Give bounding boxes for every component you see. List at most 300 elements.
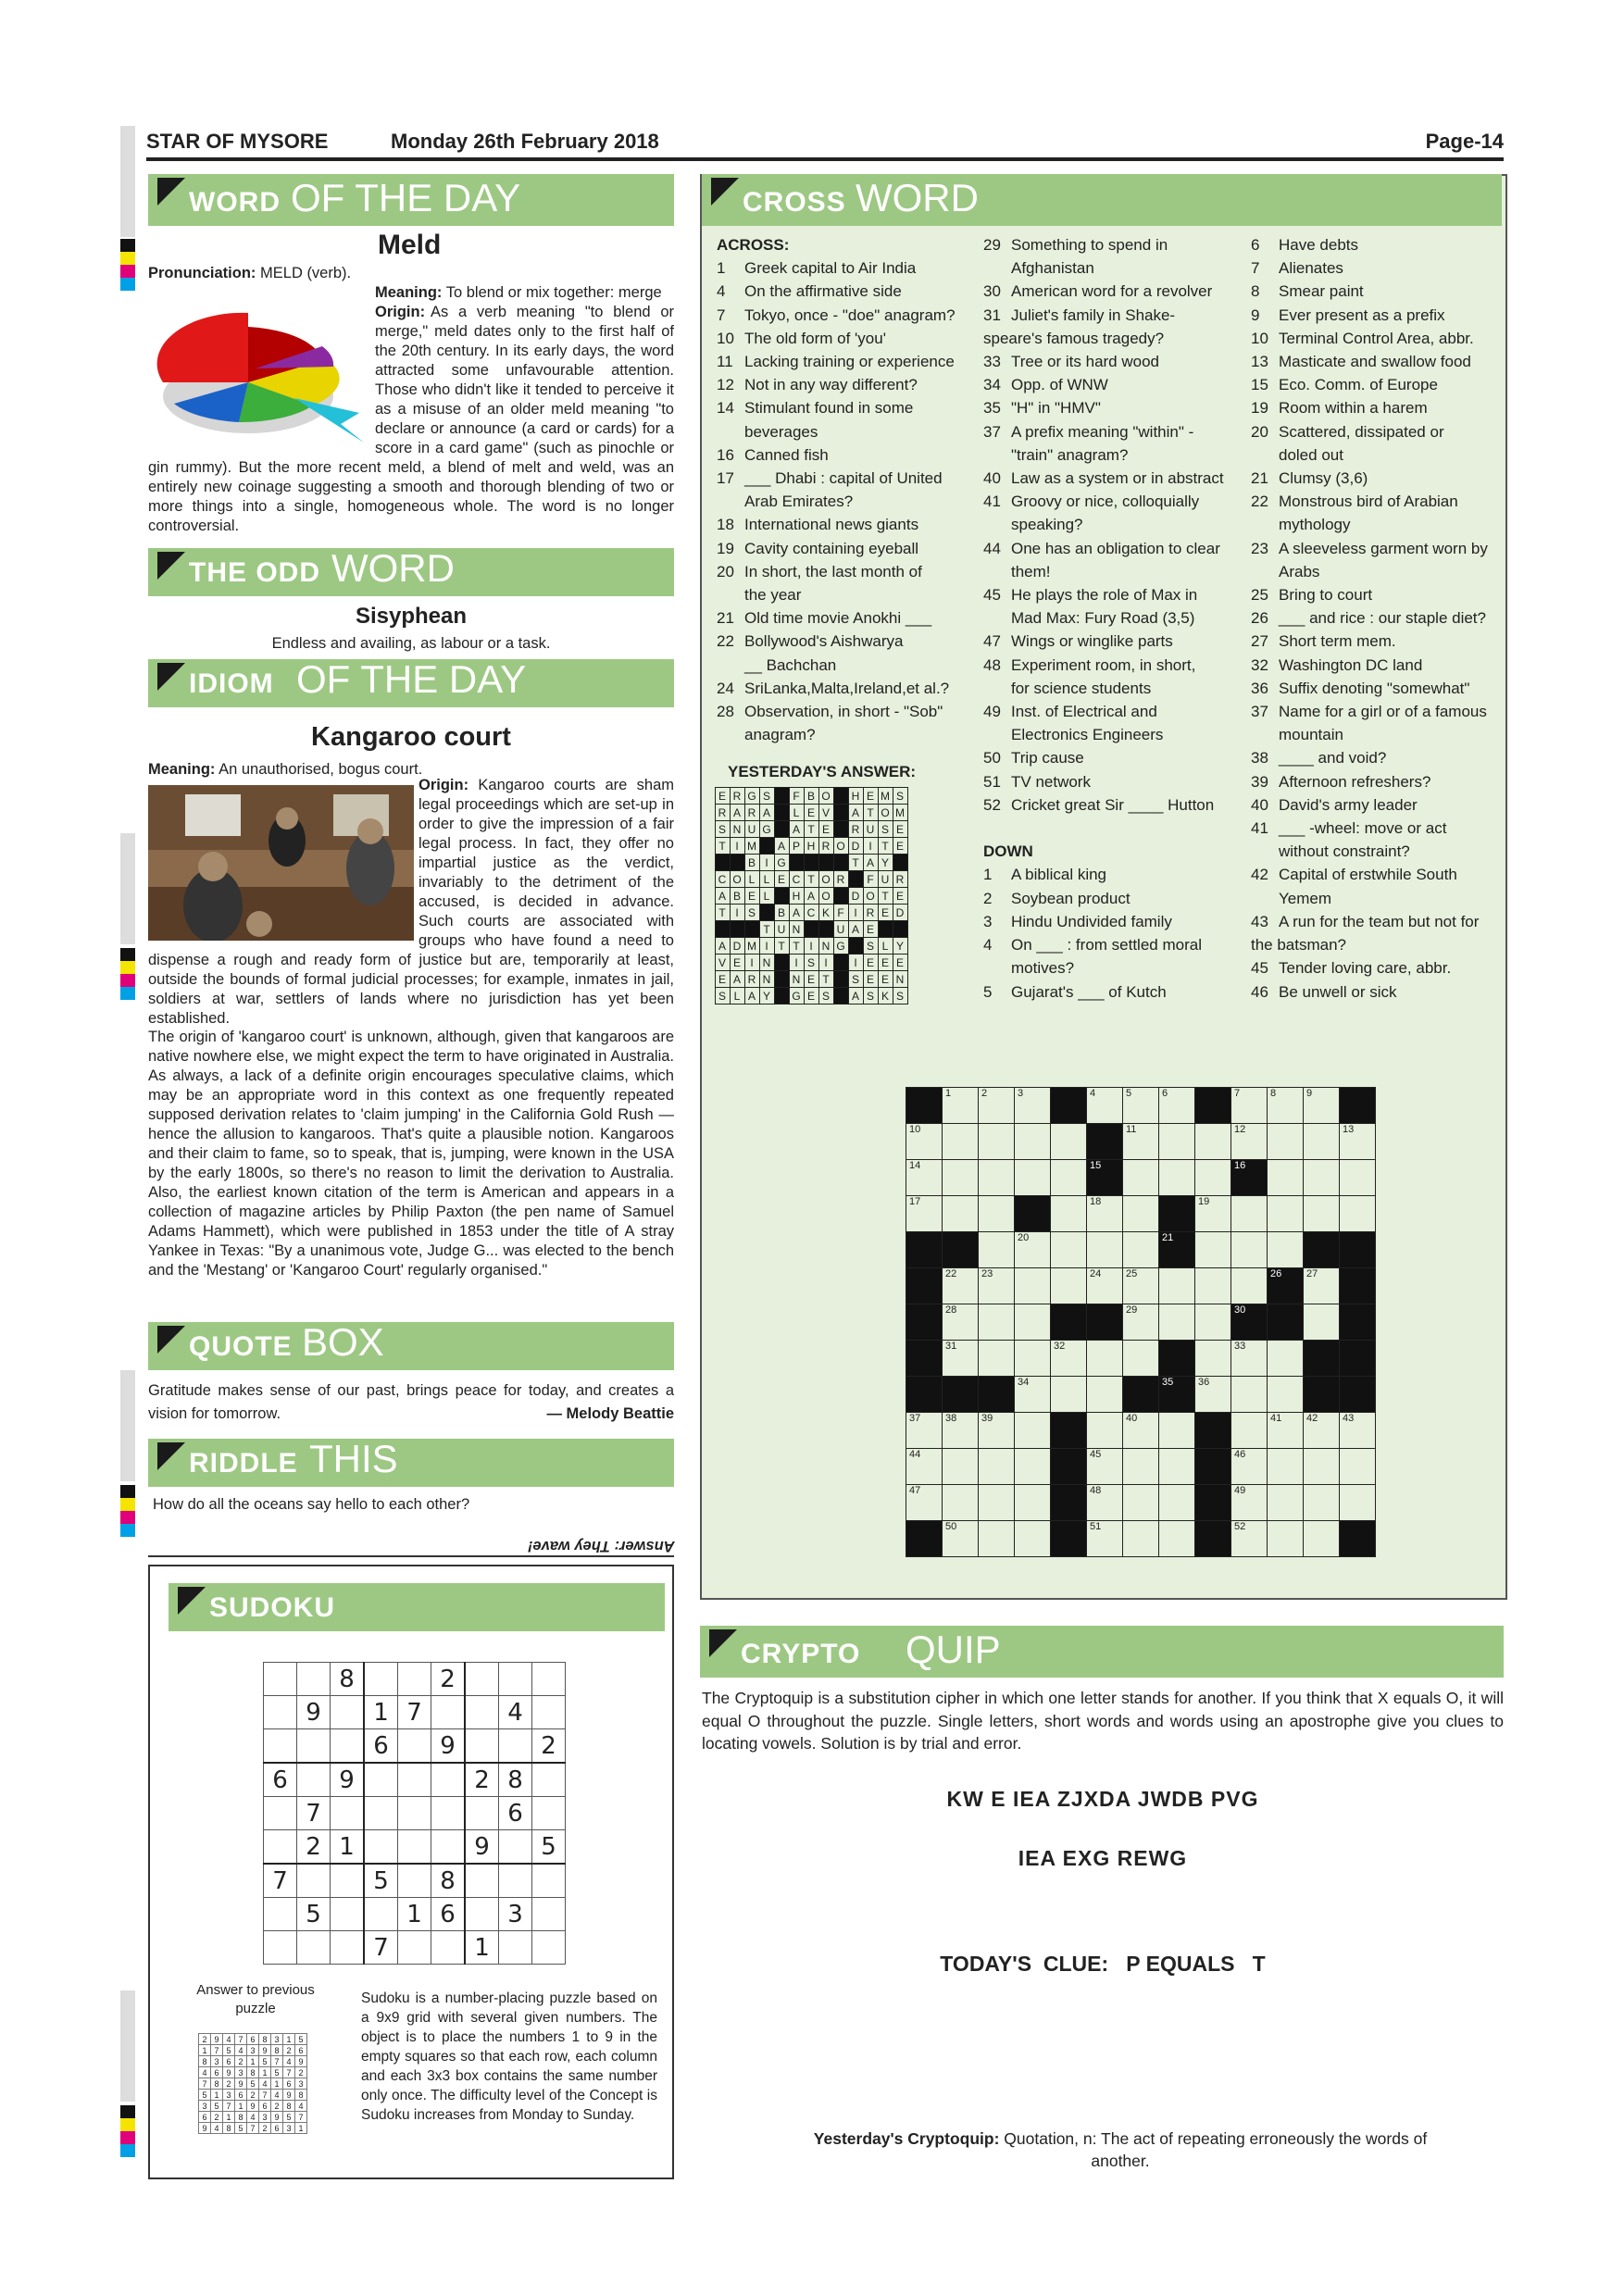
prev-sudoku-cell: 6 (283, 2078, 295, 2090)
registration-marks-2 (120, 948, 135, 1000)
quote-banner: QUOTE BOX (148, 1322, 674, 1370)
sudoku-cell[interactable]: 7 (297, 1797, 331, 1830)
crossword-cell[interactable]: 3 (1015, 1088, 1051, 1124)
clue-item: 4 On ___ : from settled moral (983, 936, 1202, 955)
crossword-cell[interactable] (1268, 1341, 1304, 1377)
sudoku-cell[interactable]: 8 (431, 1864, 466, 1898)
sudoku-cell[interactable] (364, 1763, 398, 1797)
crossword-cell[interactable] (1268, 1232, 1304, 1268)
sudoku-cell[interactable] (264, 1898, 297, 1931)
crossword-cell[interactable] (1268, 1449, 1304, 1485)
yesterday-cell (775, 805, 790, 821)
sudoku-cell[interactable]: 2 (532, 1729, 566, 1764)
sudoku-cell[interactable] (398, 1763, 431, 1797)
sudoku-cell[interactable] (331, 1729, 365, 1764)
prev-sudoku-cell: 5 (271, 2067, 283, 2078)
yesterday-cell: Y (879, 855, 893, 871)
crossword-cell[interactable] (1340, 1449, 1376, 1485)
clue-item: 3 Hindu Undivided family (983, 912, 1172, 930)
sudoku-cell[interactable] (499, 1663, 532, 1696)
yesterday-cell: B (805, 788, 819, 805)
crossword-cell[interactable]: 13 (1340, 1124, 1376, 1160)
crossword-cell[interactable] (943, 1160, 979, 1196)
clue-item: 20 Scattered, dissipated or (1251, 422, 1444, 441)
sudoku-cell[interactable] (264, 1797, 297, 1830)
yesterday-cell: O (731, 871, 745, 888)
across-down-clues (983, 233, 1224, 1004)
sudoku-cell[interactable] (465, 1696, 499, 1729)
crossword-cell[interactable]: 5 (1123, 1088, 1159, 1124)
crossword-cell[interactable]: 24 (1087, 1268, 1123, 1304)
crossword-cell[interactable] (1087, 1341, 1123, 1377)
crossword-cell[interactable]: 25 (1123, 1268, 1159, 1304)
crossword-cell[interactable] (943, 1196, 979, 1232)
sudoku-cell[interactable]: 9 (431, 1729, 466, 1764)
crossword-cell[interactable] (979, 1124, 1015, 1160)
crossword-cell[interactable] (1340, 1196, 1376, 1232)
crossword-cell[interactable] (1231, 1268, 1268, 1304)
crossword-cell[interactable]: 20 (1015, 1232, 1051, 1268)
crossword-cell[interactable]: 12 (1231, 1124, 1268, 1160)
sudoku-cell[interactable] (331, 1696, 365, 1729)
prev-sudoku-cell: 7 (247, 2123, 259, 2134)
yesterday-cell: O (864, 888, 879, 905)
clue-item: 37 Name for a girl or of a famous (1251, 703, 1487, 721)
sudoku-cell[interactable] (264, 1830, 297, 1865)
prev-sudoku-cell: 9 (259, 2045, 271, 2056)
crossword-cell[interactable] (1159, 1124, 1195, 1160)
crossword-cell[interactable] (1159, 1449, 1195, 1485)
crossword-cell[interactable]: 43 (1340, 1413, 1376, 1449)
yesterday-cell: R (745, 805, 760, 821)
crossword-cell[interactable]: 17 (906, 1196, 943, 1232)
yesterday-cell: A (775, 838, 790, 855)
clue-item: Arab Emirates? (744, 493, 854, 511)
sudoku-cell[interactable]: 1 (364, 1696, 398, 1729)
sudoku-cell[interactable] (398, 1797, 431, 1830)
sudoku-cell[interactable]: 9 (297, 1696, 331, 1729)
sudoku-cell[interactable]: 7 (364, 1931, 398, 1965)
prev-sudoku-cell: 8 (295, 2090, 307, 2101)
sudoku-cell[interactable] (264, 1696, 297, 1729)
crossword-block (1304, 1341, 1340, 1377)
clue-item: speare's famous tragedy? (983, 329, 1165, 347)
prev-sudoku-cell: 2 (247, 2090, 259, 2101)
crossword-cell[interactable] (1159, 1485, 1195, 1521)
crossword-cell[interactable] (979, 1521, 1015, 1557)
crossword-grid[interactable] (906, 1087, 1376, 1557)
yesterday-cell: I (805, 938, 819, 955)
crossword-cell[interactable] (1268, 1124, 1304, 1160)
sudoku-cell[interactable] (465, 1797, 499, 1830)
sudoku-cell[interactable]: 2 (297, 1830, 331, 1865)
crossword-cell[interactable]: 37 (906, 1413, 943, 1449)
yesterday-cell: N (893, 971, 908, 988)
yesterday-cell: S (805, 955, 819, 971)
clue-item: 16 Canned fish (717, 445, 829, 464)
sudoku-cell[interactable] (364, 1797, 398, 1830)
sudoku-cell[interactable]: 2 (431, 1663, 466, 1696)
clue-item: 38 ____ and void? (1251, 749, 1387, 767)
sudoku-cell[interactable]: 4 (499, 1696, 532, 1729)
crossword-cell[interactable]: 23 (979, 1268, 1015, 1304)
crossword-cell[interactable]: 14 (906, 1160, 943, 1196)
clue-item: anagram? (744, 726, 816, 744)
sudoku-cell[interactable] (398, 1931, 431, 1965)
crossword-cell[interactable] (1015, 1304, 1051, 1341)
crossword-cell[interactable]: 36 (1195, 1377, 1231, 1413)
crossword-cell[interactable] (1123, 1232, 1159, 1268)
crossword-cell[interactable]: 19 (1195, 1196, 1231, 1232)
sudoku-cell[interactable] (398, 1864, 431, 1898)
crossword-cell[interactable] (979, 1341, 1015, 1377)
sudoku-cell[interactable] (297, 1663, 331, 1696)
sudoku-cell[interactable] (398, 1663, 431, 1696)
yesterday-cell: I (849, 905, 864, 921)
sudoku-cell[interactable]: 2 (465, 1763, 499, 1797)
sudoku-cell[interactable] (499, 1830, 532, 1865)
crossword-cell[interactable] (1051, 1377, 1087, 1413)
sudoku-cell[interactable]: 5 (532, 1830, 566, 1865)
crossword-cell[interactable] (1268, 1377, 1304, 1413)
crossword-cell[interactable] (1231, 1232, 1268, 1268)
crossword-cell[interactable] (1304, 1485, 1340, 1521)
sudoku-cell[interactable] (431, 1830, 466, 1865)
crossword-cell[interactable] (1304, 1521, 1340, 1557)
crossword-cell[interactable] (1051, 1196, 1087, 1232)
clue-item: 19 Cavity containing eyeball (717, 539, 919, 557)
crossword-cell[interactable]: 4 (1087, 1088, 1123, 1124)
sudoku-cell[interactable]: 6 (264, 1763, 297, 1797)
yesterday-cell (775, 888, 790, 905)
crossword-cell[interactable]: 7 (1231, 1088, 1268, 1124)
yesterday-cell: M (745, 838, 760, 855)
sudoku-cell[interactable]: 7 (264, 1864, 297, 1898)
crossword-cell[interactable] (1159, 1413, 1195, 1449)
prev-sudoku-cell: 4 (295, 2101, 307, 2112)
crossword-cell[interactable]: 44 (906, 1449, 943, 1485)
crossword-cell[interactable] (1015, 1341, 1051, 1377)
yesterday-cell: H (805, 838, 819, 855)
crossword-cell[interactable] (1159, 1160, 1195, 1196)
prev-sudoku-cell: 9 (247, 2101, 259, 2112)
crossword-cell[interactable] (979, 1485, 1015, 1521)
crossword-cell[interactable]: 41 (1268, 1413, 1304, 1449)
crossword-cell[interactable]: 6 (1159, 1088, 1195, 1124)
crossword-cell[interactable] (1051, 1232, 1087, 1268)
yesterday-cell: C (805, 905, 819, 921)
prev-sudoku-cell: 4 (271, 2090, 283, 2101)
crossword-cell[interactable] (979, 1196, 1015, 1232)
crossword-cell[interactable] (1340, 1160, 1376, 1196)
crossword-cell[interactable] (1051, 1268, 1087, 1304)
clue-item: 31 Juliet's family in Shake- (983, 306, 1176, 324)
sudoku-grid[interactable] (263, 1662, 566, 1965)
crossword-cell[interactable] (1015, 1521, 1051, 1557)
prev-sudoku-cell: 4 (235, 2045, 247, 2056)
crossword-cell[interactable] (1268, 1196, 1304, 1232)
crossword-cell[interactable] (979, 1304, 1015, 1341)
sudoku-cell[interactable] (398, 1830, 431, 1865)
crossword-cell[interactable]: 2 (979, 1088, 1015, 1124)
crossword-cell[interactable] (1123, 1341, 1159, 1377)
yesterday-cell: T (790, 938, 805, 955)
odd-word-definition: Endless and availing, as labour or a task. (271, 635, 551, 652)
crossword-cell[interactable] (979, 1160, 1015, 1196)
clue-item (983, 817, 1224, 840)
crossword-cell[interactable] (1123, 1449, 1159, 1485)
sudoku-cell[interactable]: 5 (364, 1864, 398, 1898)
clue-item: 44 One has an obligation to clear (983, 539, 1220, 557)
prev-sudoku-cell: 2 (223, 2078, 235, 2090)
prev-sudoku-cell: 4 (199, 2067, 211, 2078)
crossword-cell[interactable] (1051, 1124, 1087, 1160)
clue-item: Afghanistan (1011, 259, 1094, 278)
prev-sudoku-cell: 5 (283, 2112, 295, 2123)
prev-sudoku-cell: 8 (211, 2078, 223, 2090)
sudoku-cell[interactable] (532, 1898, 566, 1931)
yesterday-cell: A (716, 938, 731, 955)
sudoku-cell[interactable] (499, 1729, 532, 1764)
sudoku-cell[interactable] (264, 1931, 297, 1965)
crossword-cell[interactable] (1087, 1377, 1123, 1413)
sudoku-cell[interactable] (431, 1931, 466, 1965)
yesterday-cell: A (864, 855, 879, 871)
crossword-cell[interactable] (1015, 1485, 1051, 1521)
clue-item: 28 Observation, in short - "Sob" (717, 703, 943, 721)
prev-sudoku-cell: 1 (271, 2078, 283, 2090)
yesterday-cell: G (834, 938, 849, 955)
sudoku-cell[interactable]: 9 (331, 1763, 365, 1797)
yesterday-cell: F (834, 905, 849, 921)
sudoku-cell[interactable] (532, 1663, 566, 1696)
sudoku-cell[interactable] (499, 1931, 532, 1965)
clue-item: mythology (1279, 516, 1351, 534)
crossword-cell[interactable]: 39 (979, 1413, 1015, 1449)
crossword-block: 30 (1231, 1304, 1268, 1341)
crossword-cell[interactable] (1195, 1124, 1231, 1160)
yesterday-cell: N (790, 971, 805, 988)
sudoku-cell[interactable]: 1 (465, 1931, 499, 1965)
sudoku-cell[interactable]: 8 (499, 1763, 532, 1797)
crossword-cell[interactable] (1304, 1124, 1340, 1160)
crossword-cell[interactable] (1268, 1160, 1304, 1196)
crossword-cell[interactable]: 50 (943, 1521, 979, 1557)
sudoku-cell[interactable]: 7 (398, 1696, 431, 1729)
crossword-cell[interactable]: 31 (943, 1341, 979, 1377)
sudoku-cell[interactable] (532, 1931, 566, 1965)
crossword-cell[interactable]: 40 (1123, 1413, 1159, 1449)
crossword-cell[interactable]: 34 (1015, 1377, 1051, 1413)
sudoku-cell[interactable] (499, 1864, 532, 1898)
crossword-banner: CROSS WORD (702, 174, 1502, 226)
yesterday-cell (775, 955, 790, 971)
clue-item: 17 ___ Dhabi : capital of United (717, 469, 943, 488)
sudoku-cell[interactable]: 3 (499, 1898, 532, 1931)
crossword-cell[interactable]: 22 (943, 1268, 979, 1304)
sudoku-cell[interactable]: 5 (297, 1898, 331, 1931)
crossword-cell[interactable] (943, 1124, 979, 1160)
yesterday-answer-label: YESTERDAY'S ANSWER: (728, 763, 917, 780)
sudoku-cell[interactable] (331, 1931, 365, 1965)
crossword-cell[interactable] (1195, 1268, 1231, 1304)
sudoku-cell[interactable] (331, 1797, 365, 1830)
crossword-cell[interactable] (1015, 1124, 1051, 1160)
sudoku-cell[interactable] (532, 1797, 566, 1830)
clue-item: 8 Smear paint (1251, 282, 1364, 301)
crossword-cell[interactable] (1304, 1160, 1340, 1196)
prev-sudoku-cell: 3 (259, 2112, 271, 2123)
crossword-cell[interactable]: 42 (1304, 1413, 1340, 1449)
crossword-cell[interactable] (1051, 1160, 1087, 1196)
crossword-cell[interactable] (1340, 1485, 1376, 1521)
clue-item: 30 American word for a revolver (983, 282, 1213, 301)
sudoku-cell[interactable]: 9 (465, 1830, 499, 1865)
crossword-block (943, 1232, 979, 1268)
crossword-cell[interactable] (1268, 1521, 1304, 1557)
crossword-cell[interactable]: 48 (1087, 1485, 1123, 1521)
crossword-cell[interactable]: 29 (1123, 1304, 1159, 1341)
crossword-cell[interactable]: 46 (1231, 1449, 1268, 1485)
sudoku-cell[interactable] (331, 1898, 365, 1931)
crossword-block: 26 (1268, 1268, 1304, 1304)
sudoku-cell[interactable] (264, 1729, 297, 1764)
crossword-cell[interactable]: 38 (943, 1413, 979, 1449)
crossword-block (1051, 1413, 1087, 1449)
sudoku-cell[interactable] (431, 1797, 466, 1830)
crossword-block (1340, 1377, 1376, 1413)
crossword-cell[interactable] (1123, 1160, 1159, 1196)
sudoku-cell[interactable]: 1 (331, 1830, 365, 1865)
sudoku-cell[interactable] (465, 1663, 499, 1696)
crossword-block (1087, 1304, 1123, 1341)
crossword-cell[interactable] (1015, 1449, 1051, 1485)
crossword-cell[interactable]: 18 (1087, 1196, 1123, 1232)
crossword-cell[interactable] (1123, 1521, 1159, 1557)
crossword-cell[interactable] (1195, 1160, 1231, 1196)
crossword-cell[interactable] (1159, 1521, 1195, 1557)
sudoku-cell[interactable]: 8 (331, 1663, 365, 1696)
crossword-cell[interactable] (1159, 1268, 1195, 1304)
crossword-cell[interactable]: 47 (906, 1485, 943, 1521)
crossword-cell[interactable] (1231, 1377, 1268, 1413)
crossword-cell[interactable] (1123, 1485, 1159, 1521)
sudoku-cell[interactable] (532, 1763, 566, 1797)
crossword-cell[interactable]: 8 (1268, 1088, 1304, 1124)
crossword-cell[interactable]: 9 (1304, 1088, 1340, 1124)
crossword-cell[interactable]: 27 (1304, 1268, 1340, 1304)
crossword-cell[interactable] (979, 1449, 1015, 1485)
crossword-cell[interactable]: 51 (1087, 1521, 1123, 1557)
crossword-cell[interactable] (1123, 1196, 1159, 1232)
crossword-cell[interactable] (1231, 1196, 1268, 1232)
yesterday-cell: N (760, 971, 775, 988)
prev-sudoku-cell: 7 (223, 2101, 235, 2112)
sudoku-cell[interactable] (398, 1729, 431, 1764)
idiom-banner: IDIOM OF THE DAY (148, 659, 674, 707)
yesterday-cell: E (716, 971, 731, 988)
sudoku-cell[interactable] (297, 1931, 331, 1965)
crossword-block (979, 1377, 1015, 1413)
clue-item: 10 Terminal Control Area, abbr. (1251, 329, 1474, 347)
crossword-cell[interactable] (1195, 1232, 1231, 1268)
crossword-cell[interactable] (1195, 1304, 1231, 1341)
yesterday-cell (834, 821, 849, 838)
crossword-cell[interactable] (1015, 1268, 1051, 1304)
sudoku-cell[interactable] (532, 1696, 566, 1729)
crossword-cell[interactable]: 11 (1123, 1124, 1159, 1160)
crossword-cell[interactable] (1087, 1232, 1123, 1268)
yesterday-cell: U (775, 921, 790, 938)
yesterday-cell: T (879, 888, 893, 905)
sudoku-cell[interactable] (431, 1696, 466, 1729)
crossword-cell[interactable] (943, 1485, 979, 1521)
idiom-meaning: Meaning: An unauthorised, bogus court. (148, 761, 423, 778)
sudoku-cell[interactable] (297, 1729, 331, 1764)
crossword-cell[interactable] (1304, 1304, 1340, 1341)
crossword-cell[interactable] (1159, 1304, 1195, 1341)
crossword-cell[interactable] (1015, 1160, 1051, 1196)
prev-sudoku-cell: 6 (259, 2101, 271, 2112)
sudoku-cell[interactable]: 6 (364, 1729, 398, 1764)
meaning-block: Meaning: To blend or mix together: merge Origin: (375, 284, 662, 320)
sudoku-cell[interactable] (532, 1864, 566, 1898)
crossword-block (943, 1377, 979, 1413)
crossword-cell[interactable] (1304, 1196, 1340, 1232)
sudoku-cell[interactable] (465, 1898, 499, 1931)
crossword-cell[interactable]: 10 (906, 1124, 943, 1160)
crossword-cell[interactable]: 28 (943, 1304, 979, 1341)
sudoku-cell[interactable] (465, 1729, 499, 1764)
crossword-cell[interactable] (1231, 1413, 1268, 1449)
crossword-cell[interactable]: 33 (1231, 1341, 1268, 1377)
crossword-cell[interactable] (1304, 1449, 1340, 1485)
sudoku-cell[interactable] (297, 1864, 331, 1898)
crossword-cell[interactable]: 32 (1051, 1341, 1087, 1377)
crossword-cell[interactable]: 1 (943, 1088, 979, 1124)
yesterday-cell: S (716, 988, 731, 1004)
crossword-cell[interactable]: 45 (1087, 1449, 1123, 1485)
yesterday-cell: S (893, 988, 908, 1004)
sudoku-cell[interactable] (264, 1663, 297, 1696)
yesterday-answer-grid (715, 787, 908, 1004)
prev-sudoku-cell: 5 (223, 2045, 235, 2056)
sudoku-cell[interactable] (364, 1663, 398, 1696)
crossword-cell[interactable] (979, 1232, 1015, 1268)
sudoku-cell[interactable]: 6 (431, 1898, 466, 1931)
crossword-cell[interactable]: 49 (1231, 1485, 1268, 1521)
sudoku-cell[interactable] (465, 1864, 499, 1898)
sudoku-cell[interactable]: 1 (398, 1898, 431, 1931)
crossword-cell[interactable] (1268, 1485, 1304, 1521)
prev-sudoku-cell: 8 (271, 2045, 283, 2056)
sudoku-cell[interactable] (364, 1898, 398, 1931)
crossword-cell[interactable] (1195, 1341, 1231, 1377)
yesterday-cell (893, 921, 908, 938)
sudoku-cell[interactable] (364, 1830, 398, 1865)
clue-item: Mad Max: Fury Road (3,5) (1011, 609, 1195, 628)
crossword-cell[interactable] (1087, 1413, 1123, 1449)
sudoku-cell[interactable] (297, 1763, 331, 1797)
sudoku-cell[interactable]: 6 (499, 1797, 532, 1830)
sudoku-cell[interactable] (431, 1763, 466, 1797)
crossword-cell[interactable]: 52 (1231, 1521, 1268, 1557)
crossword-cell[interactable] (1015, 1413, 1051, 1449)
crossword-cell[interactable] (943, 1449, 979, 1485)
yesterday-cell: D (849, 838, 864, 855)
sudoku-cell[interactable] (331, 1864, 365, 1898)
yesterday-cell: I (731, 838, 745, 855)
